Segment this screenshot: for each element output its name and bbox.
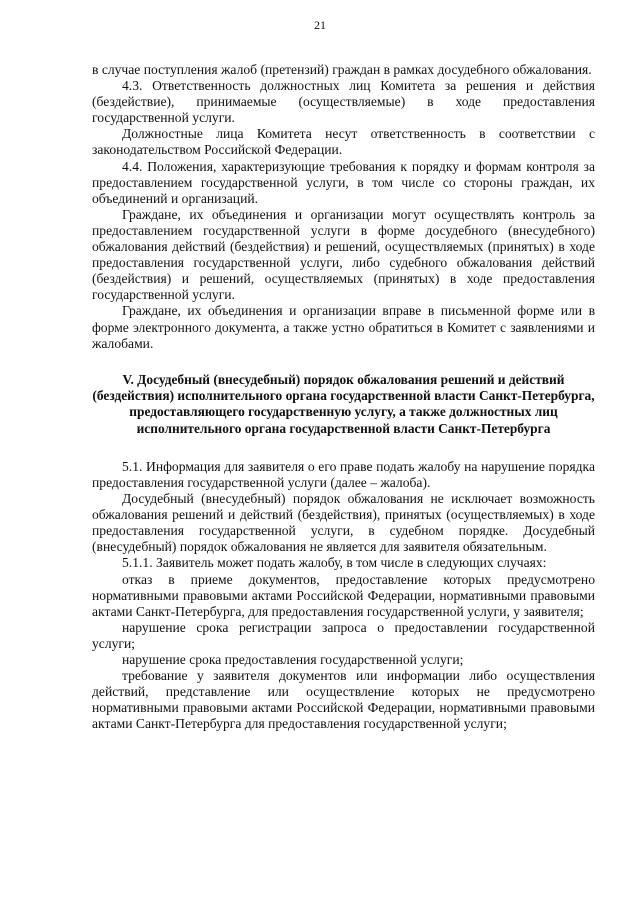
paragraph: отказ в приеме документов, предоставление которых предусмотрено нормативными правовыми актами Российской Федерации, нормативными правовыми актами Санкт-Петербурга, для предоставления государственной услуги, у заявителя; bbox=[92, 571, 595, 619]
paragraph: 5.1. Информация для заявителя о его праве подать жалобу на нарушение порядка предоставления государственной услуги (далее – жалоба). bbox=[92, 458, 595, 490]
paragraph: 4.4. Положения, характеризующие требования к порядку и формам контроля за предоставлением государственной услуги, в том числе со стороны граждан, их объединений и организаций. bbox=[92, 158, 595, 206]
paragraph: Граждане, их объединения и организации могут осуществлять контроль за предоставлением государственной услуги в форме досудебного (внесудебного) обжалования действий (бездействия) и решений, осуществляемых (принятых) в ходе предоставления государственной услуги, либо судебного обжалования действий (бездействия) и решений, осуществляемых (принятых) в ходе предоставления государственной услуги. bbox=[92, 206, 595, 303]
page-content bbox=[92, 62, 595, 732]
paragraph: нарушение срока регистрации запроса о предоставлении государственной услуги; bbox=[92, 619, 595, 651]
paragraph: Должностные лица Комитета несут ответственность в соответствии с законодательством Российской Федерации. bbox=[92, 126, 595, 158]
section-heading: V. Досудебный (внесудебный) порядок обжалования решений и действий (бездействия) исполнительного органа государственной власти Санкт-Петербурга, предоставляющего государственную услугу, а также должностных лиц исполнительного органа государственной власти Санкт-Петербурга bbox=[92, 371, 595, 436]
section-4-text bbox=[92, 62, 595, 352]
paragraph: требование у заявителя документов или информации либо осуществления действий, представление или осуществление которых не предусмотрено нормативными правовыми актами Российской Федерации, нормативными правовыми актами Санкт-Петербурга для предоставления государственной услуги; bbox=[92, 668, 595, 732]
page-number: 21 bbox=[314, 18, 326, 32]
section-5-text bbox=[92, 459, 595, 733]
paragraph: Граждане, их объединения и организации вправе в письменной форме или в форме электронного документа, а также устно обратиться в Комитет с заявлениями и жалобами. bbox=[92, 303, 595, 351]
paragraph: в случае поступления жалоб (претензий) граждан в рамках досудебного обжалования. bbox=[92, 62, 592, 77]
paragraph: нарушение срока предоставления государственной услуги; bbox=[122, 652, 464, 667]
paragraph: 4.3. Ответственность должностных лиц Комитета за решения и действия (бездействие), принимаемые (осуществляемые) в ходе предоставления государственной услуги. bbox=[92, 78, 595, 126]
paragraph: 5.1.1. Заявитель может подать жалобу, в том числе в следующих случаях: bbox=[122, 555, 547, 571]
paragraph: Досудебный (внесудебный) порядок обжалования не исключает возможность обжалования решений и действий (бездействия), принятых (осуществляемых) в ходе предоставления государственной услуги, в судебном порядке. Досудебный (внесудебный) порядок обжалования не является для заявителя обязательным. bbox=[92, 491, 595, 555]
